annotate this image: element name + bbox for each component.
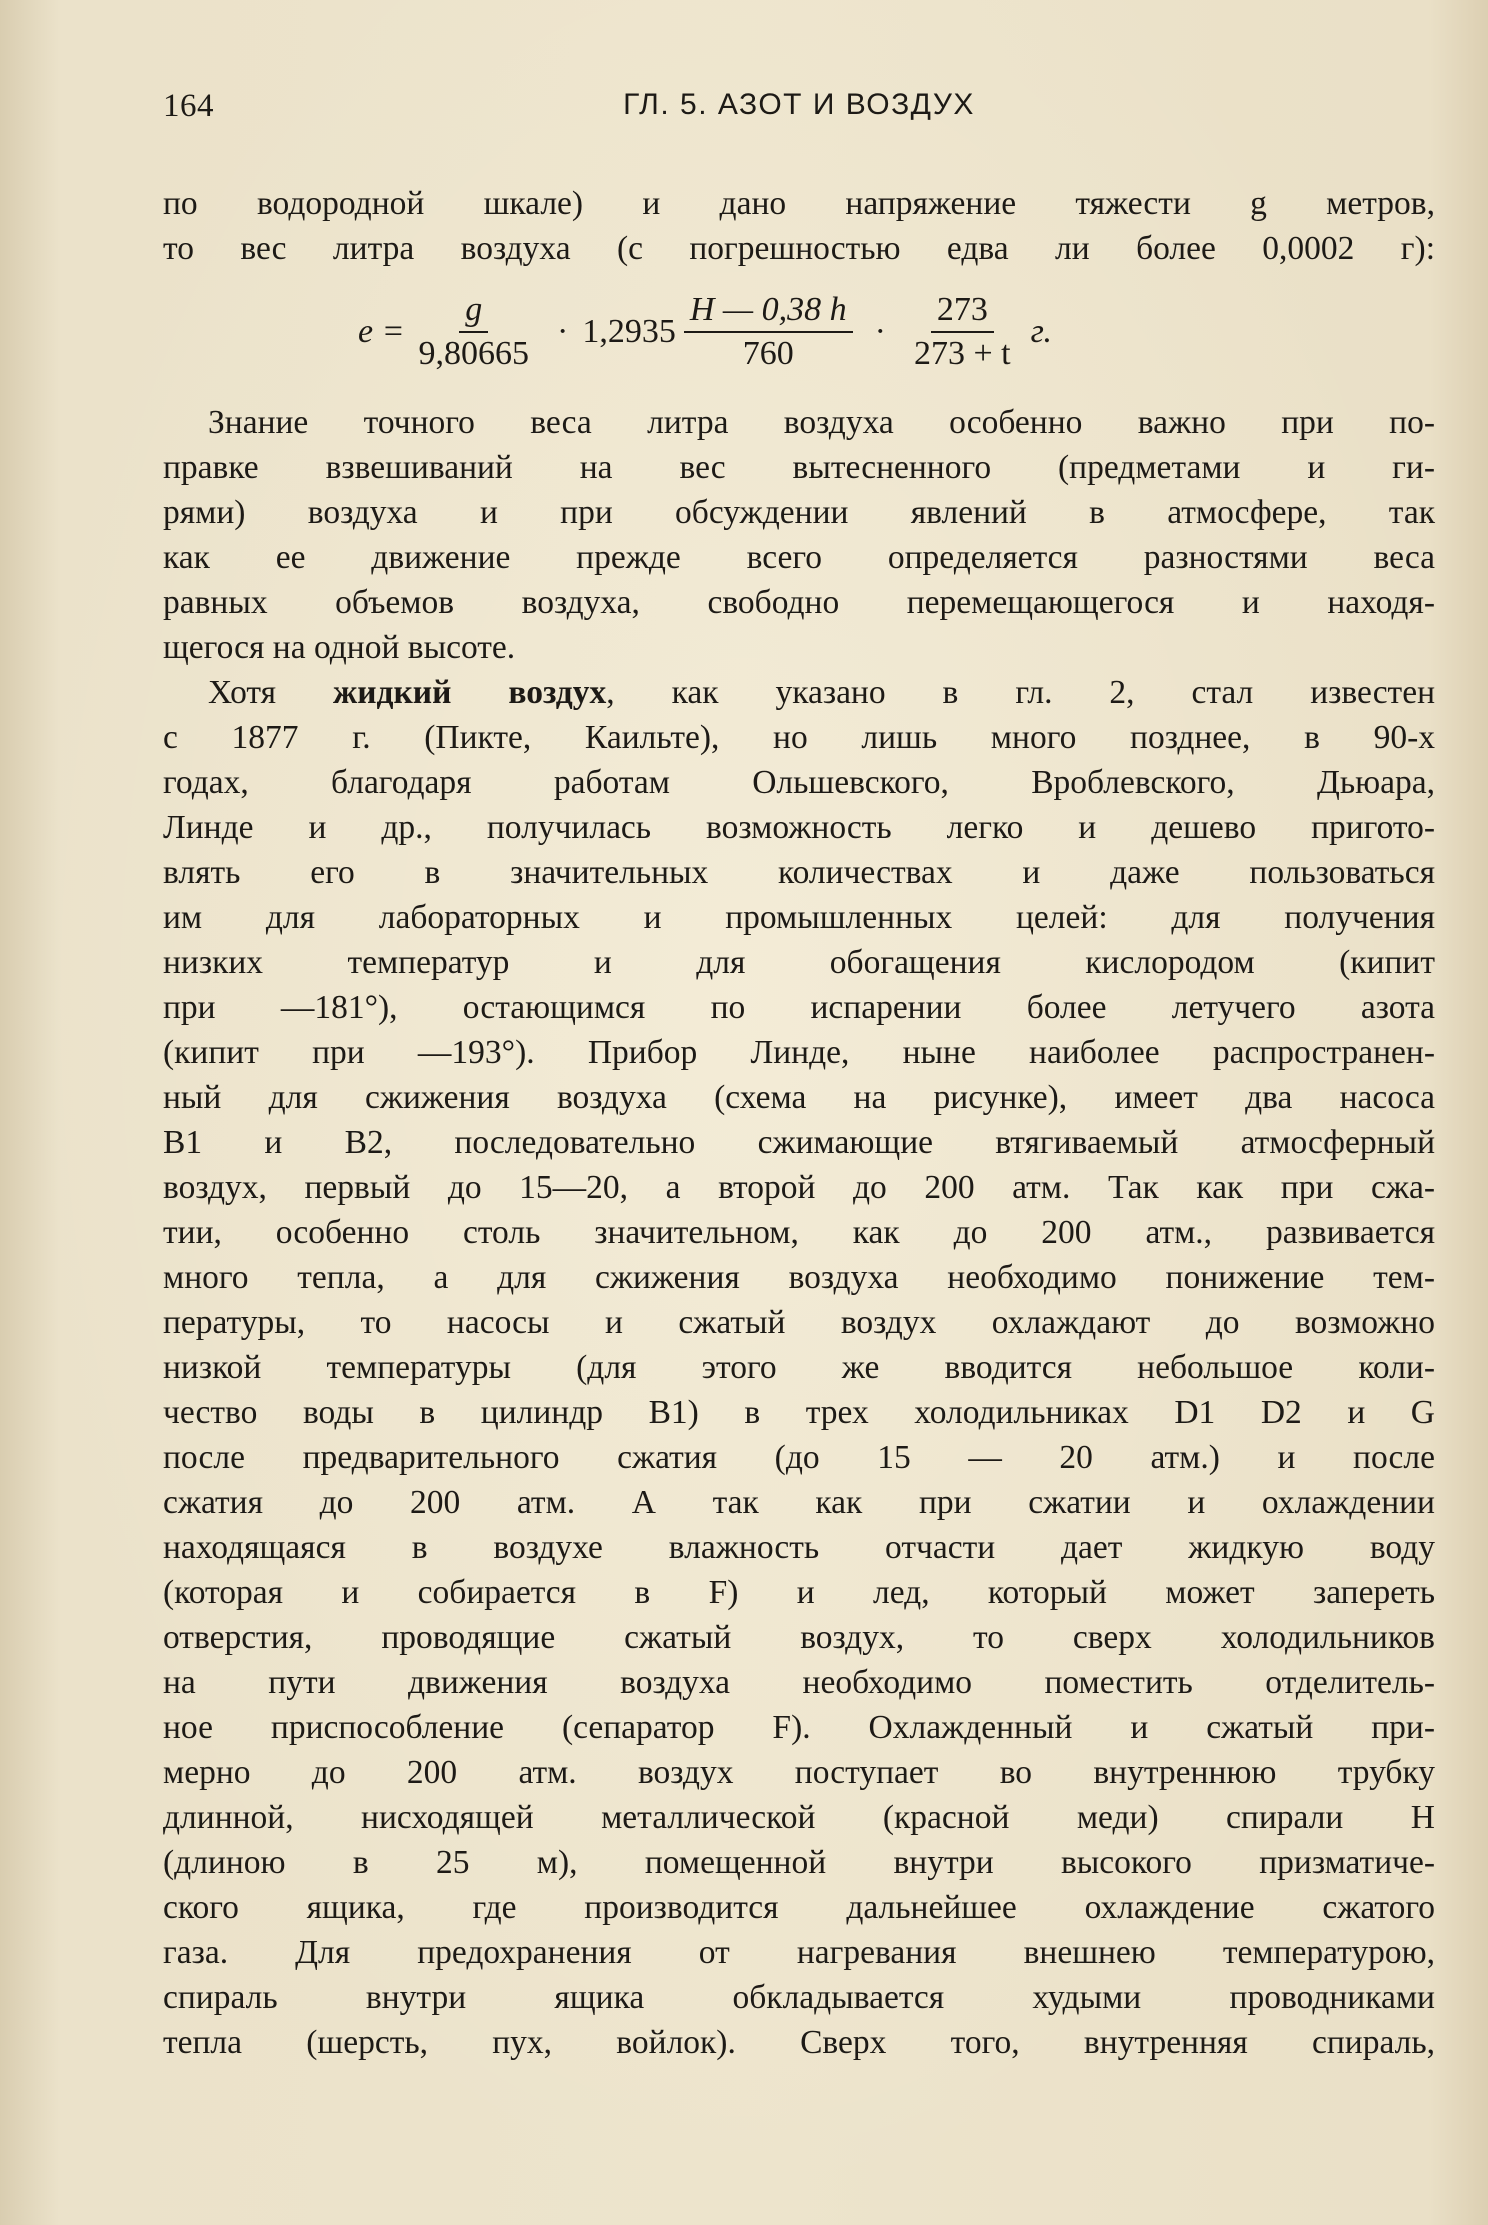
text-line: низких температур и для обогащения кислородом (кипит: [163, 944, 1435, 981]
text-line: влять его в значительных количествах и даже пользоваться: [163, 854, 1435, 891]
text-line: ный для сжижения воздуха (схема на рисунке), имеет два насоса: [163, 1079, 1435, 1116]
text-line: рями) воздуха и при обсуждении явлений в атмосфере, так: [163, 494, 1435, 531]
formula-fraction-gravity: [413, 289, 536, 375]
multiply-dot: ·: [557, 313, 569, 350]
bold-term-liquid-air: жидкий воздух: [332, 674, 607, 711]
text-line: воздух, первый до 15—20, а второй до 200 атм. Так как при сжа-: [163, 1169, 1435, 1206]
text-line: B1 и B2, последовательно сжимающие втягиваемый атмосферный: [163, 1124, 1435, 1161]
text-line: ского ящика, где производится дальнейшее охлаждение сжатого: [163, 1889, 1435, 1926]
text-line: длинной, нисходящей металлической (красной меди) спирали H: [163, 1799, 1435, 1836]
text-line: чество воды в цилиндр B1) в трех холодильниках D1 D2 и G: [163, 1394, 1435, 1431]
text-line: мерно до 200 атм. воздух поступает во внутреннюю трубку: [163, 1754, 1435, 1791]
text-line: после предварительного сжатия (до 15 — 20 атм.) и после: [163, 1439, 1435, 1476]
text-line: то вес литра воздуха (с погрешностью едва ли более 0,0002 г):: [163, 230, 1435, 267]
text-line: как ее движение прежде всего определяется разностями веса: [163, 539, 1435, 576]
text-line: низкой температуры (для этого же вводится небольшое коли-: [163, 1349, 1435, 1386]
fraction-denominator: 273 + t: [914, 335, 1011, 372]
text-line: правке взвешиваний на вес вытесненного (предметами и ги-: [163, 449, 1435, 486]
paragraph-air-weight: [163, 400, 1435, 670]
running-head: ГЛ. 5. АЗОТ И ВОЗДУХ: [623, 88, 975, 121]
text-line: сжатия до 200 атм. А так как при сжатии и охлаждении: [163, 1484, 1435, 1521]
text-line: годах, благодаря работам Ольшевского, Вроблевского, Дьюара,: [163, 764, 1435, 801]
text-run: , как указано в гл. 2, стал известен: [606, 674, 1435, 711]
text-line: отверстия, проводящие сжатый воздух, то сверх холодильников: [163, 1619, 1435, 1656]
text-line: при —181°), остающимся по испарении более летучего азота: [163, 989, 1435, 1026]
text-line: им для лабораторных и промышленных целей: для получения: [163, 899, 1435, 936]
text-line: (кипит при —193°). Прибор Линде, ныне наиболее распространен-: [163, 1034, 1435, 1071]
text-line: спираль внутри ящика обкладывается худыми проводниками: [163, 1979, 1435, 2016]
text-line: щегося на одной высоте.: [163, 629, 516, 666]
formula-coefficient: 1,2935: [582, 313, 676, 350]
fraction-denominator: 9,80665: [418, 335, 530, 372]
text-line: на пути движения воздуха необходимо поместить отделитель-: [163, 1664, 1435, 1701]
formula-unit: г.: [1030, 313, 1052, 350]
text-line: (длиною в 25 м), помещенной внутри высокого призматиче-: [163, 1844, 1435, 1881]
text-run: Хотя: [208, 674, 276, 711]
page-header: [163, 88, 1435, 132]
text-line: газа. Для предохранения от нагревания внешнею температурою,: [163, 1934, 1435, 1971]
fraction-denominator: 760: [742, 335, 794, 372]
text-line: с 1877 г. (Пикте, Каильте), но лишь много позднее, в 90-х: [163, 719, 1435, 756]
fraction-numerator: 273: [931, 289, 994, 333]
text-line: (которая и собирается в F) и лед, который может запереть: [163, 1574, 1435, 1611]
fraction-numerator: g: [459, 289, 488, 333]
air-weight-formula: [163, 282, 1435, 382]
text-line: ное приспособление (сепаратор F). Охлажденный и сжатый при-: [163, 1709, 1435, 1746]
text-line: тии, особенно столь значительном, как до 200 атм., развивается: [163, 1214, 1435, 1251]
text-line: пературы, то насосы и сжатый воздух охлаждают до возможно: [163, 1304, 1435, 1341]
text-line: много тепла, а для сжижения воздуха необходимо понижение тем-: [163, 1259, 1435, 1296]
text-line: по водородной шкале) и дано напряжение тяжести g метров,: [163, 185, 1435, 222]
text-line-first: [163, 670, 1435, 715]
text-line: тепла (шерсть, пух, войлок). Сверх того, внутренняя спираль,: [163, 2024, 1435, 2061]
text-line: Знание точного веса литра воздуха особенно важно при по-: [208, 404, 1435, 441]
formula-lhs: e =: [358, 313, 405, 350]
paragraph-liquid-air: [163, 670, 1435, 2065]
lead-text: [163, 181, 1435, 271]
text-line: находящаяся в воздухе влажность отчасти дает жидкую воду: [163, 1529, 1435, 1566]
fraction-numerator: H — 0,38 h: [684, 289, 853, 333]
text-line: равных объемов воздуха, свободно перемещающегося и находя-: [163, 584, 1435, 621]
multiply-dot: ·: [874, 313, 886, 350]
page-number: 164: [163, 88, 214, 124]
formula-fraction-pressure: [684, 289, 853, 375]
formula-body: [358, 282, 1052, 382]
formula-fraction-temperature: [908, 289, 1017, 375]
text-line: Линде и др., получилась возможность легко и дешево пригото-: [163, 809, 1435, 846]
